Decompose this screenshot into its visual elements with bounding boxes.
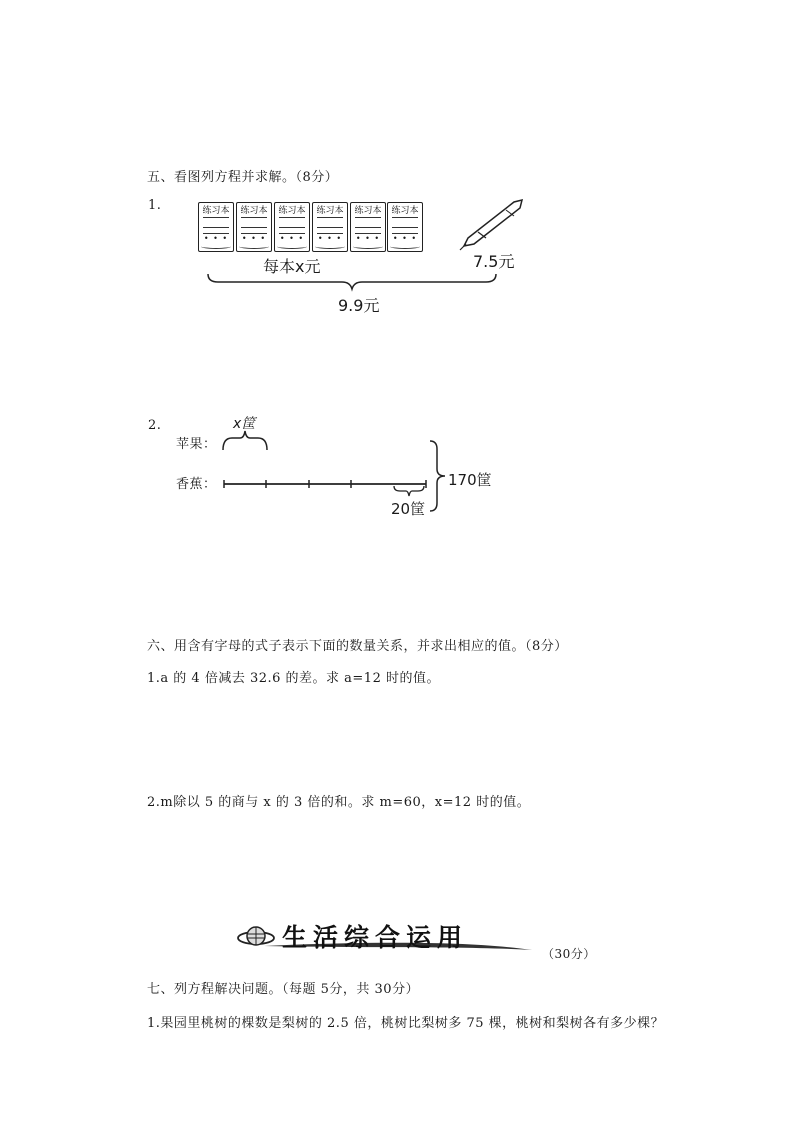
banner-points: （30分） (542, 947, 596, 961)
notebook-image: 练习本 • • • (312, 202, 348, 252)
banana-label: 香蕉： (176, 477, 217, 492)
notebook-image: 练习本 • • • (198, 202, 234, 252)
notebook-cover-text: 练习本 (202, 206, 230, 216)
banner-title: 生活综合运用 (282, 923, 469, 952)
pen-icon (458, 196, 528, 252)
section-7-question-1: 1.果园里桃树的棵数是梨树的 2.5 倍，桃树比梨树多 75 棵，桃树和梨树各有多少棵？ (147, 1016, 665, 1031)
notebook-cover-text: 练习本 (391, 206, 419, 216)
section-5-title: 五、看图列方程并求解。（8分） (147, 170, 339, 185)
section-6-question-1: 1.a 的 4 倍减去 32.6 的差。求 a=12 时的值。 (147, 671, 440, 686)
apple-segment-brace (220, 428, 270, 452)
section-6-title: 六、用含有字母的式子表示下面的数量关系，并求出相应的值。（8分） (147, 639, 568, 654)
section-7-title: 七、列方程解决问题。（每题 5分，共 30分） (147, 982, 420, 997)
section-banner (234, 914, 546, 954)
total-baskets-label: 170筐 (448, 471, 492, 489)
pen-price-label: 7.5元 (473, 252, 515, 271)
notebook-price-label: 每本x元 (263, 257, 321, 276)
apple-value-label: x筐 (233, 416, 256, 432)
difference-brace (392, 484, 426, 498)
notebook-cover-text: 练习本 (278, 206, 306, 216)
notebook-image: 练习本 • • • (236, 202, 272, 252)
notebook-image: 练习本 • • • (274, 202, 310, 252)
notebook-cover-text: 练习本 (316, 206, 344, 216)
question-2-number: 2. (148, 418, 162, 433)
total-brace (206, 272, 498, 292)
question-1-number: 1. (148, 198, 162, 213)
section-6-question-2: 2.m除以 5 的商与 x 的 3 倍的和。求 m=60，x=12 时的值。 (147, 795, 531, 810)
notebook-cover-text: 练习本 (354, 206, 382, 216)
notebook-image: 练习本 • • • (387, 202, 423, 252)
apple-label: 苹果： (176, 437, 217, 452)
total-baskets-brace (428, 439, 450, 513)
total-price-label: 9.9元 (338, 296, 380, 315)
planet-icon (236, 924, 276, 950)
difference-label: 20筐 (391, 500, 426, 518)
notebook-image: 练习本 • • • (350, 202, 386, 252)
notebook-cover-text: 练习本 (240, 206, 268, 216)
